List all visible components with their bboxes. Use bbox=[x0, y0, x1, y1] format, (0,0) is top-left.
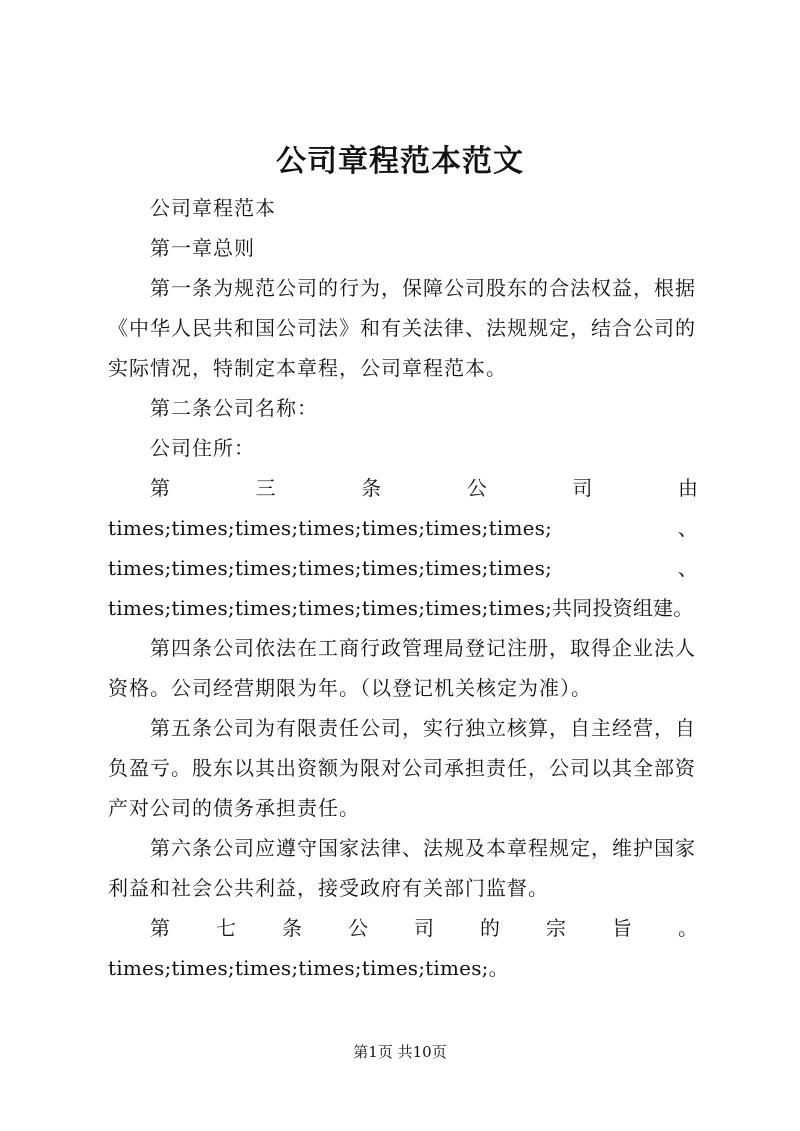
placeholder-text: times;times;times;times;times;times;。 bbox=[108, 956, 509, 980]
spread-char: 公 bbox=[466, 476, 487, 500]
article-1: 第一条为规范公司的行为，保障公司股东的合法权益，根据《中华人民共和国公司法》和有关法律、法规规定，结合公司的实际情况，特制定本章程，公司章程范本。 bbox=[108, 276, 696, 380]
placeholder-text: times;times;times;times;times;times;times; bbox=[108, 556, 553, 580]
spread-char: 条 bbox=[361, 476, 382, 500]
article-3-line-2 bbox=[108, 548, 698, 588]
placeholder-text: times;times;times;times;times;times;times; bbox=[108, 516, 553, 540]
chapter-heading: 第一章总则 bbox=[150, 236, 255, 260]
spread-char: 司 bbox=[414, 916, 434, 940]
article-4: 第四条公司依法在工商行政管理局登记注册，取得企业法人资格。公司经营期限为年。（以登记机关核定为准）。 bbox=[108, 636, 696, 700]
spread-char: 由 bbox=[677, 476, 698, 500]
spread-char: 宗 bbox=[546, 916, 566, 940]
page-title: 公司章程范本范文 bbox=[276, 144, 524, 179]
spread-char: 。 bbox=[678, 916, 698, 940]
spread-char: 司 bbox=[572, 476, 593, 500]
separator: 、 bbox=[677, 516, 698, 540]
spread-char: 公 bbox=[348, 916, 368, 940]
spread-char: 三 bbox=[255, 476, 276, 500]
spread-char: 第 bbox=[150, 476, 170, 500]
spread-char: 的 bbox=[480, 916, 500, 940]
article-3-spread-line bbox=[108, 468, 698, 508]
spread-char: 旨 bbox=[612, 916, 632, 940]
article-3-line-3 bbox=[108, 588, 698, 628]
article-7-line-1 bbox=[108, 948, 698, 988]
document-body bbox=[108, 188, 698, 988]
company-address: 公司住所： bbox=[150, 436, 255, 460]
page-footer: 第1页 共10页 bbox=[353, 1043, 447, 1061]
separator: 、 bbox=[677, 556, 698, 580]
article-5: 第五条公司为有限责任公司，实行独立核算，自主经营，自负盈亏。股东以其出资额为限对公司承担责任，公司以其全部资产对公司的债务承担责任。 bbox=[108, 716, 696, 820]
spread-char: 七 bbox=[216, 916, 236, 940]
spread-char: 第 bbox=[150, 916, 170, 940]
article-3-line-1 bbox=[108, 508, 698, 548]
article-6: 第六条公司应遵守国家法律、法规及本章程规定，维护国家利益和社会公共利益，接受政府有关部门监督。 bbox=[108, 836, 696, 900]
placeholder-text: times;times;times;times;times;times;times;共同投资组建。 bbox=[108, 596, 694, 620]
paragraph-heading: 公司章程范本 bbox=[150, 196, 276, 220]
article-2: 第二条公司名称： bbox=[150, 396, 318, 420]
spread-char: 条 bbox=[282, 916, 302, 940]
article-7-spread-line bbox=[108, 908, 698, 948]
